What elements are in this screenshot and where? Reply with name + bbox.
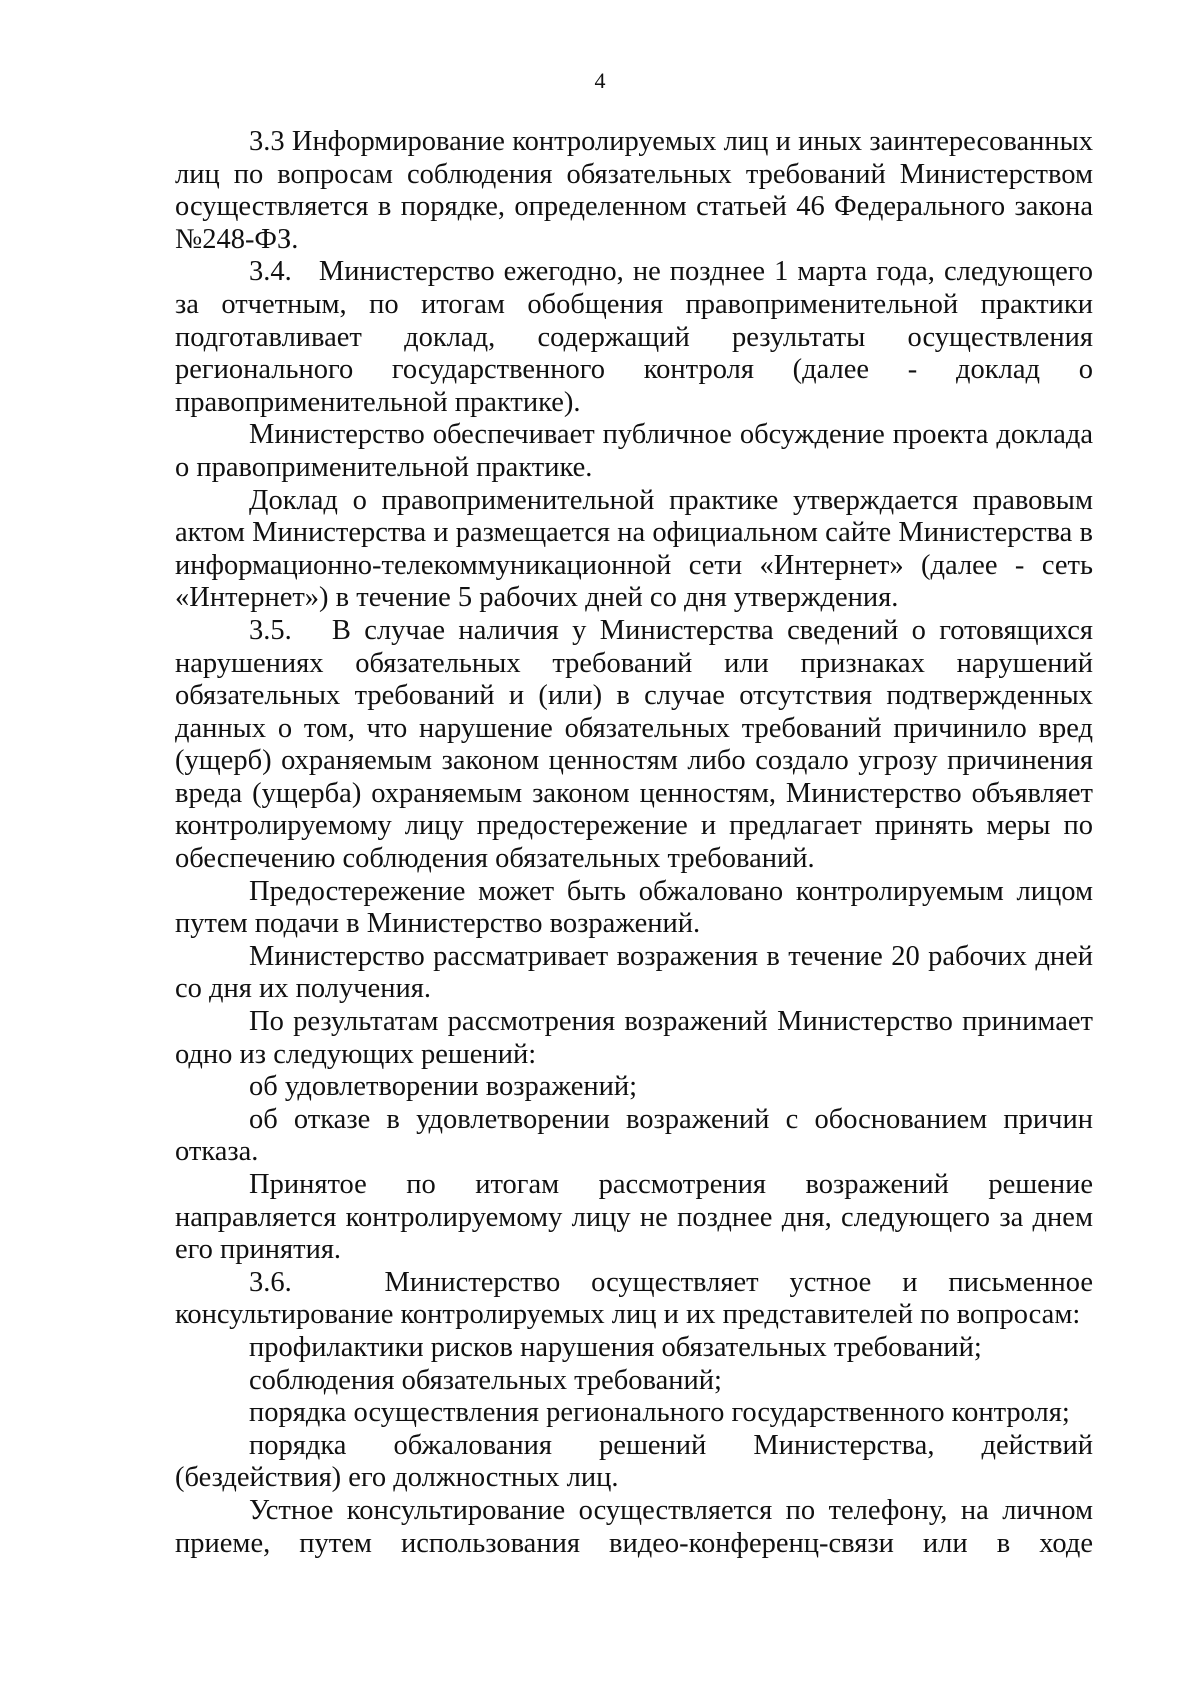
paragraph-review-results: По результатам рассмотрения возражений Министерство принимает одно из следующих решений: bbox=[175, 1006, 1093, 1070]
paragraph-topic-appeal-procedure: порядка обжалования решений Министерства, действий (бездействия) его должностных лиц. bbox=[175, 1429, 1093, 1494]
paragraph-decision-satisfy: об удовлетворении возражений; bbox=[249, 1071, 638, 1103]
paragraph-topic-control-procedure: порядка осуществления регионального государственного контроля; bbox=[249, 1397, 1070, 1429]
paragraph-oral-consulting: Устное консультирование осуществляется по телефону, на личном приеме, путем использования видео-конференц-связи или в ходе bbox=[175, 1494, 1093, 1559]
document-body bbox=[175, 126, 1093, 1560]
paragraph-warning-appeal: Предостережение может быть обжаловано контролируемым лицом путем подачи в Министерство возражений. bbox=[175, 875, 1093, 940]
paragraph-topic-compliance: соблюдения обязательных требований; bbox=[249, 1364, 722, 1396]
paragraph-objection-review: Министерство рассматривает возражения в течение 20 рабочих дней со дня их получения. bbox=[175, 940, 1093, 1005]
page-number: 4 bbox=[594, 68, 606, 93]
paragraph-topic-risk-prevention: профилактики рисков нарушения обязательных требований; bbox=[249, 1331, 982, 1363]
paragraph-3-3: 3.3 Информирование контролируемых лиц и иных заинтересованных лиц по вопросам соблюдения обязательных требований Министерством осуществляется в порядке, определенном статьей 46 Федерального закона №248-ФЗ. bbox=[175, 126, 1093, 255]
paragraph-3-6: 3.6. Министерство осуществляет устное и письменное консультирование контролируемых лиц и их представителей по вопросам: bbox=[175, 1266, 1093, 1331]
paragraph-3-5: 3.5. В случае наличия у Министерства сведений о готовящихся нарушениях обязательных требований или признаках нарушений обязательных требований и (или) в случае отсутствия подтвержденных данных о том, что нарушение обязательных требований причинило вред (ущерб) охраняемым законом ценностям либо создало угрозу причинения вреда (ущерба) охраняемым законом ценностям, Министерство объявляет контролируемому лицу предостережение и предлагает принять меры по обеспечению соблюдения обязательных требований. bbox=[175, 614, 1093, 875]
paragraph-public-discussion: Министерство обеспечивает публичное обсуждение проекта доклада о правоприменительной практике. bbox=[175, 419, 1093, 483]
paragraph-decision-sent: Принятое по итогам рассмотрения возражений решение направляется контролируемому лицу не позднее дня, следующего за днем его принятия. bbox=[175, 1169, 1093, 1266]
paragraph-report-approval: Доклад о правоприменительной практике утверждается правовым актом Министерства и размещается на официальном сайте Министерства в информационно-телекоммуникационной сети «Интернет» (далее - сеть «Интернет») в течение 5 рабочих дней со дня утверждения. bbox=[175, 484, 1093, 614]
paragraph-3-4: 3.4. Министерство ежегодно, не позднее 1 марта года, следующего за отчетным, по итогам обобщения правоприменительной практики подготавливает доклад, содержащий результаты осуществления регионального государственного контроля (далее - доклад о правоприменительной практике). bbox=[175, 256, 1093, 418]
paragraph-decision-refuse: об отказе в удовлетворении возражений с обоснованием причин отказа. bbox=[175, 1103, 1093, 1168]
